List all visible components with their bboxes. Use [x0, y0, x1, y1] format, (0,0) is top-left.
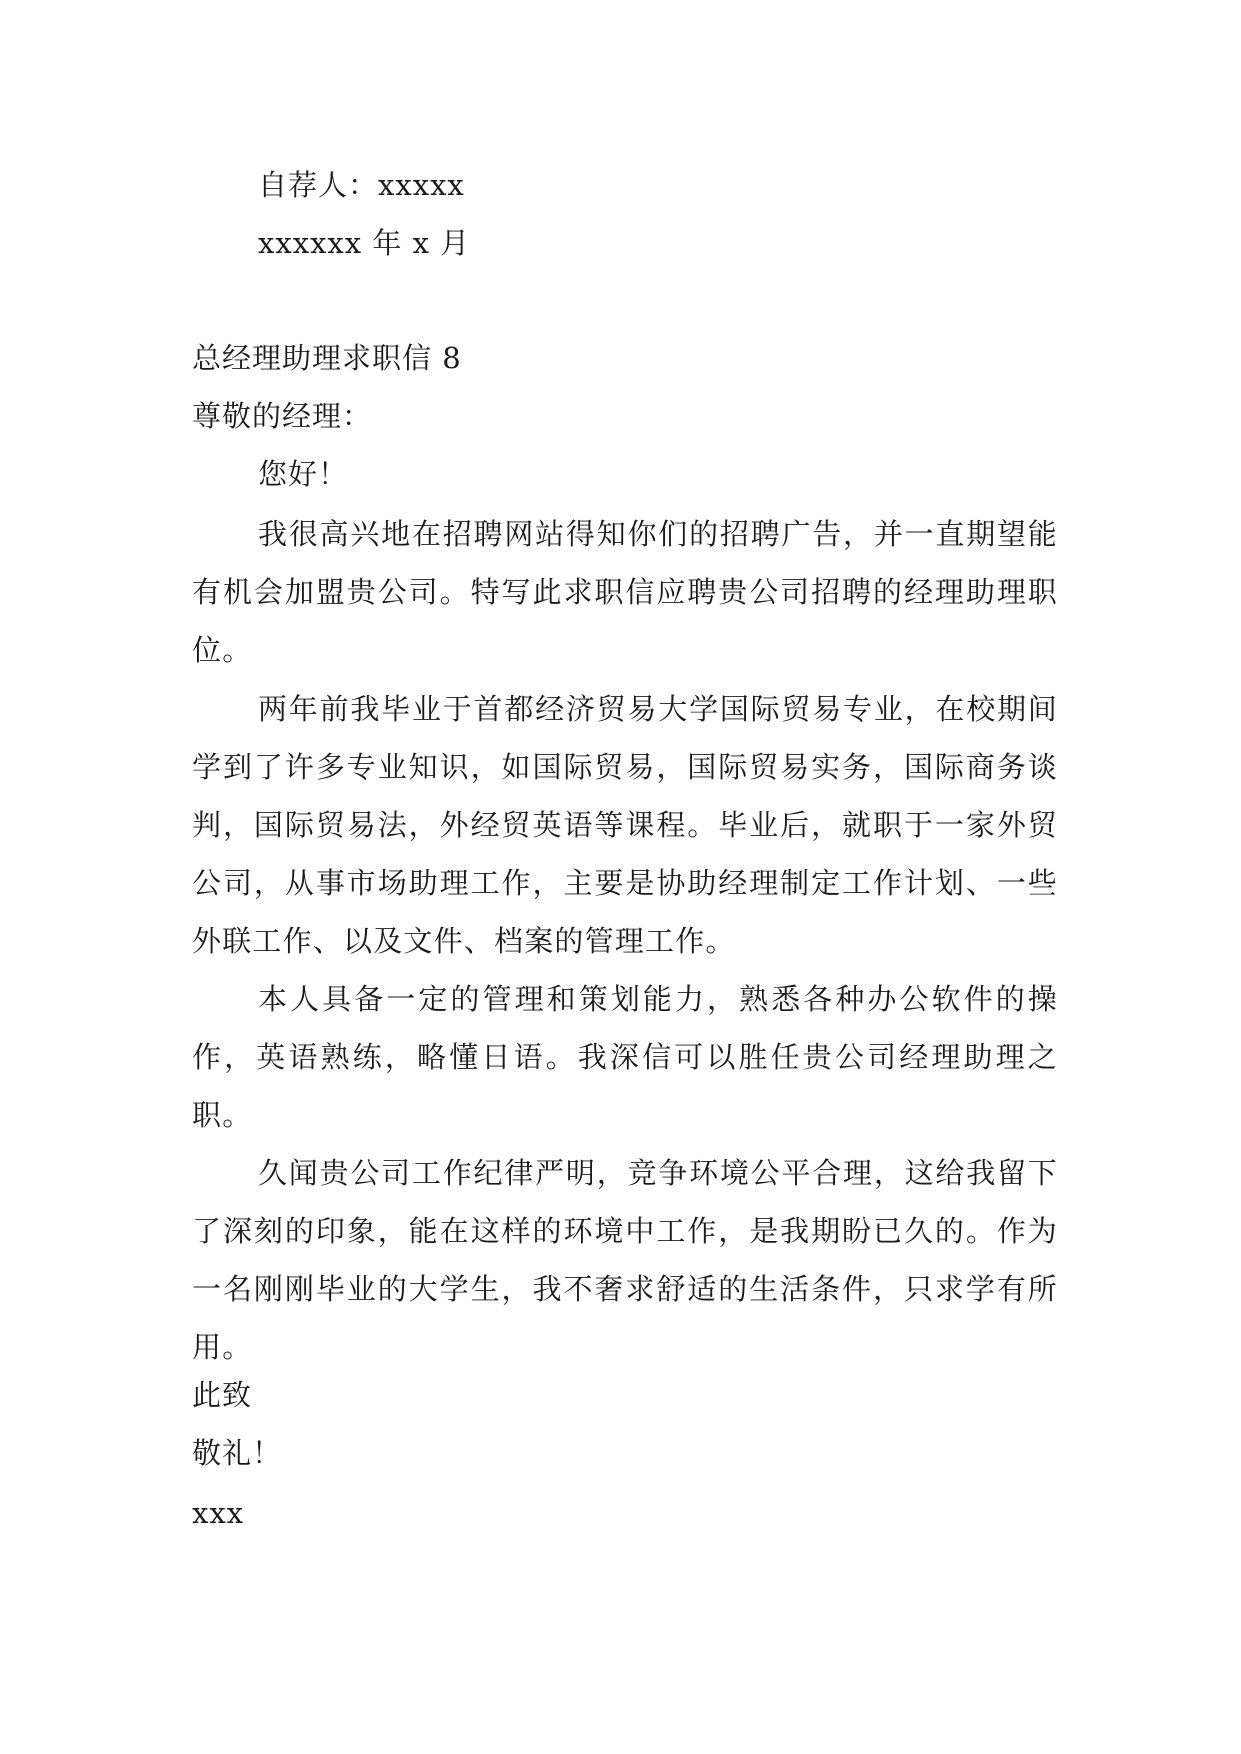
body-paragraph-4: 久闻贵公司工作纪律严明，竞争环境公平合理，这给我留下了深刻的印象，能在这样的环境中工作，是我期盼已久的。作为一名刚刚毕业的大学生，我不奢求舒适的生活条件，只求学有所用。: [192, 1156, 1058, 1364]
greeting: 您好！: [258, 457, 349, 491]
closing-line-1: 此致: [192, 1378, 253, 1412]
signer: xxx: [192, 1496, 245, 1530]
letter-title: 总经理助理求职信 8: [192, 341, 462, 375]
closing-line-2: 敬礼！: [192, 1436, 283, 1470]
salutation: 尊敬的经理：: [192, 399, 373, 433]
body-paragraph-1: 我很高兴地在招聘网站得知你们的招聘广告，并一直期望能有机会加盟贵公司。特写此求职信应聘贵公司招聘的经理助理职位。: [192, 517, 1058, 667]
body-paragraph-3: 本人具备一定的管理和策划能力，熟悉各种办公软件的操作，英语熟练，略懂日语。我深信可以胜任贵公司经理助理之职。: [192, 982, 1058, 1132]
body-paragraph-2: 两年前我毕业于首都经济贸易大学国际贸易专业，在校期间学到了许多专业知识，如国际贸易，国际贸易实务，国际商务谈判，国际贸易法，外经贸英语等课程。毕业后，就职于一家外贸公司，从事市场助理工作，主要是协助经理制定工作计划、一些外联工作、以及文件、档案的管理工作。: [192, 692, 1058, 958]
date-line: xxxxxx 年 x 月: [258, 226, 471, 260]
recommender-line: 自荐人：xxxxx: [258, 168, 465, 202]
